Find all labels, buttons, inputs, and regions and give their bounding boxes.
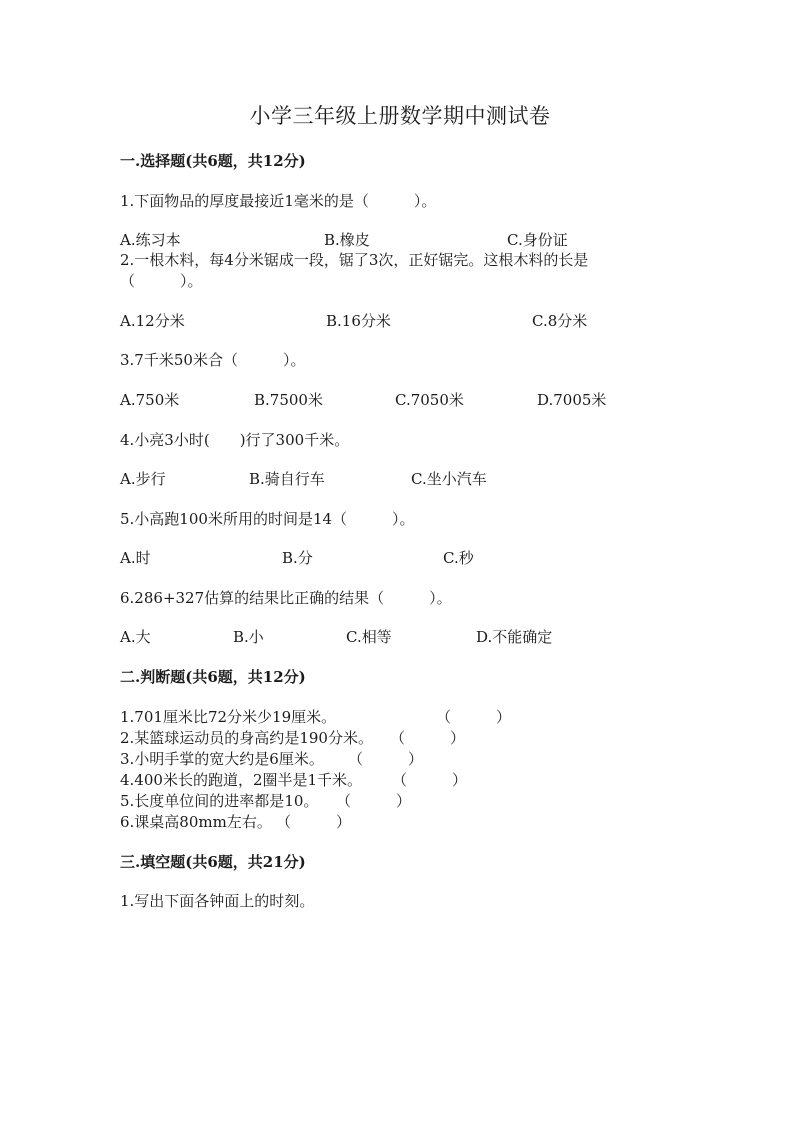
question-text: 1.写出下面各钟面上的时刻。	[120, 892, 315, 910]
option-c: C.坐小汽车	[411, 470, 487, 488]
option-c: C.相等	[346, 628, 392, 646]
question-text: 3.7千米50米合（ ）。	[120, 351, 306, 369]
judgment-item: 5.长度单位间的进率都是10。	[120, 792, 319, 810]
option-b: B.分	[282, 549, 313, 567]
question-text: 6.286+327估算的结果比正确的结果（ ）。	[120, 589, 452, 607]
section-heading-choice: 一.选择题(共6题，共12分)	[120, 152, 306, 170]
answer-paren: （ ）	[276, 813, 352, 831]
question-text: 1.下面物品的厚度最接近1毫米的是（ ）。	[120, 192, 437, 210]
answer-paren: （ ）	[436, 708, 512, 726]
option-c: C.8分米	[532, 312, 588, 330]
judgment-item: 3.小明手掌的宽大约是6厘米。	[120, 750, 324, 768]
option-b: B.小	[233, 628, 264, 646]
option-b: B.7500米	[254, 391, 323, 409]
page-title: 小学三年级上册数学期中测试卷	[249, 104, 551, 128]
option-a: A.练习本	[120, 231, 181, 249]
judgment-item: 4.400米长的跑道，2圈半是1千米。	[120, 771, 363, 789]
judgment-item: 2.某篮球运动员的身高约是190分米。	[120, 729, 373, 747]
option-a: A.步行	[120, 470, 166, 488]
option-b: B.骑自行车	[249, 470, 325, 488]
question-text: 5.小高跑100米所用的时间是14（ ）。	[120, 510, 415, 528]
judgment-item: 6.课桌高80mm左右。	[120, 813, 272, 831]
answer-paren: （ ）	[392, 771, 468, 789]
option-b: B.16分米	[326, 312, 391, 330]
judgment-item: 1.701厘米比72分米少19厘米。	[120, 708, 337, 726]
answer-paren: （ ）	[336, 792, 412, 810]
question-text: 2.一根木料，每4分米锯成一段，锯了3次，正好锯完。这根木料的长是	[120, 251, 589, 269]
option-a: A.时	[120, 549, 151, 567]
option-c: C.秒	[443, 549, 474, 567]
option-a: A.12分米	[120, 312, 185, 330]
answer-paren: （ ）	[348, 750, 424, 768]
question-text-continued: （ ）。	[120, 272, 203, 290]
option-c: C.7050米	[395, 391, 464, 409]
option-d: D.7005米	[537, 391, 607, 409]
section-heading-fill: 三.填空题(共6题，共21分)	[120, 853, 306, 871]
answer-paren: （ ）	[390, 729, 466, 747]
question-text: 4.小亮3小时( )行了300千米。	[120, 431, 350, 449]
option-c: C.身份证	[507, 231, 568, 249]
section-heading-judgment: 二.判断题(共6题，共12分)	[120, 668, 306, 686]
option-a: A.大	[120, 628, 151, 646]
option-b: B.橡皮	[324, 231, 370, 249]
option-d: D.不能确定	[476, 628, 553, 646]
option-a: A.750米	[120, 391, 180, 409]
